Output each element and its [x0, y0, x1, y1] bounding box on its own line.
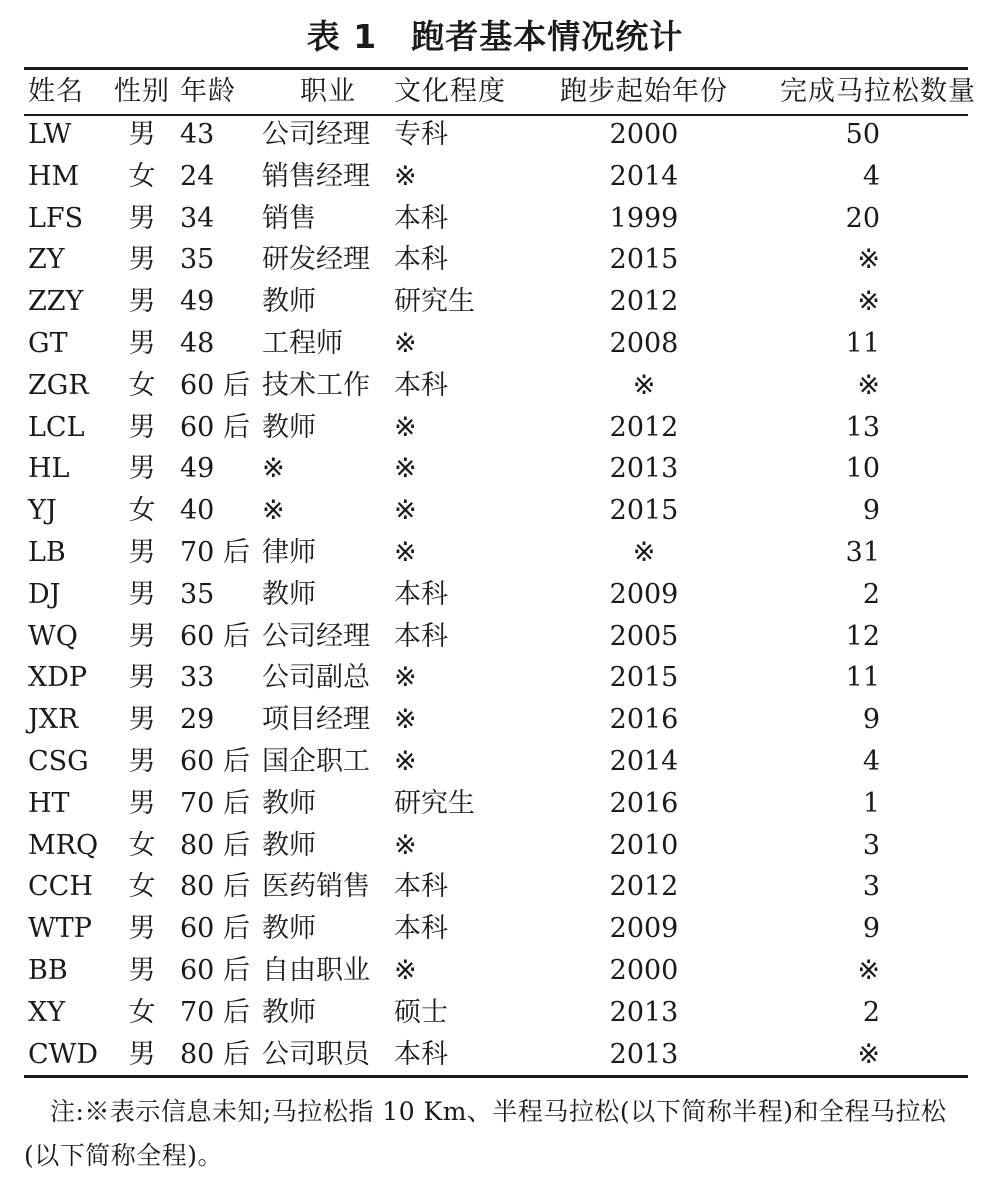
cell-education: ※ [394, 411, 417, 443]
cell-marathon-count: 1 [862, 787, 880, 819]
cell-sex: 男 [128, 453, 156, 485]
cell-education: 本科 [394, 620, 448, 652]
cell-education: 本科 [394, 871, 448, 903]
table-header-row [24, 70, 976, 114]
cell-age: 60 后 [180, 369, 250, 401]
cell-job: 教师 [262, 411, 316, 443]
cell-job: 自由职业 [262, 954, 370, 986]
cell-name: XDP [28, 662, 88, 694]
cell-education: ※ [394, 954, 417, 986]
runner-table [24, 70, 976, 1075]
table-row [24, 365, 976, 407]
cell-start-year: 2012 [609, 871, 679, 903]
cell-name: YJ [28, 495, 57, 527]
table-row [24, 448, 976, 490]
cell-job: 教师 [262, 829, 316, 861]
cell-start-year: 2013 [609, 453, 679, 485]
cell-education: 本科 [394, 202, 448, 234]
cell-sex: 男 [128, 620, 156, 652]
cell-name: CCH [28, 871, 93, 903]
cell-marathon-count: 10 [845, 453, 880, 485]
cell-sex: 男 [128, 327, 156, 359]
cell-age: 49 [180, 286, 215, 318]
table-title [0, 12, 990, 62]
table-row [24, 114, 976, 156]
cell-sex: 女 [128, 996, 156, 1028]
header-education: 文化程度 [394, 76, 506, 107]
cell-age: 60 后 [180, 411, 250, 443]
header-age: 年龄 [180, 76, 236, 107]
cell-start-year: 2009 [609, 913, 679, 945]
cell-education: 本科 [394, 913, 448, 945]
cell-marathon-count: 4 [862, 745, 880, 777]
cell-age: 43 [180, 119, 215, 150]
table-row [24, 407, 976, 449]
cell-job: 教师 [262, 286, 316, 318]
cell-education: 专科 [394, 119, 448, 150]
table-row [24, 281, 976, 323]
cell-start-year: 2005 [609, 620, 679, 652]
cell-job: 教师 [262, 578, 316, 610]
cell-sex: 男 [128, 536, 156, 568]
table-row [24, 992, 976, 1034]
cell-age: 24 [180, 160, 215, 192]
cell-job: 公司经理 [262, 119, 370, 150]
cell-start-year: 1999 [609, 202, 679, 234]
cell-sex: 男 [128, 578, 156, 610]
cell-job: ※ [262, 495, 285, 527]
cell-age: 70 后 [180, 996, 250, 1028]
table-row [24, 741, 976, 783]
cell-marathon-count: 2 [862, 578, 880, 610]
cell-start-year: 2009 [609, 578, 679, 610]
cell-start-year: 2015 [609, 495, 679, 527]
cell-sex: 男 [128, 202, 156, 234]
cell-marathon-count: 50 [845, 119, 880, 150]
cell-age: 29 [180, 704, 215, 736]
cell-age: 40 [180, 495, 215, 527]
table-row [24, 532, 976, 574]
cell-sex: 男 [128, 954, 156, 986]
table-row [24, 825, 976, 867]
cell-age: 70 后 [180, 536, 250, 568]
cell-marathon-count: ※ [857, 954, 880, 986]
cell-sex: 男 [128, 1038, 156, 1070]
cell-education: 研究生 [394, 787, 475, 819]
cell-marathon-count: 9 [862, 913, 880, 945]
cell-sex: 女 [128, 871, 156, 903]
cell-age: 70 后 [180, 787, 250, 819]
cell-education: ※ [394, 704, 417, 736]
cell-sex: 男 [128, 244, 156, 276]
cell-age: 80 后 [180, 871, 250, 903]
cell-education: ※ [394, 453, 417, 485]
cell-name: WQ [28, 620, 78, 652]
header-job: 职业 [300, 76, 356, 107]
table-note: 注:※表示信息未知;马拉松指 10 Km、半程马拉松(以下简称半程)和全程马拉松(以下简称全程)。 [24, 1097, 947, 1170]
table-row [24, 1034, 976, 1076]
cell-name: LW [28, 119, 72, 150]
table-row [24, 866, 976, 908]
cell-education: ※ [394, 745, 417, 777]
cell-start-year: 2013 [609, 996, 679, 1028]
cell-start-year: 2016 [609, 704, 679, 736]
cell-start-year: 2014 [609, 745, 679, 777]
cell-job: 销售经理 [262, 160, 370, 192]
table-row [24, 699, 976, 741]
cell-marathon-count: 31 [845, 536, 880, 568]
cell-name: ZY [28, 244, 65, 276]
cell-age: 80 后 [180, 1038, 250, 1070]
cell-sex: 女 [128, 369, 156, 401]
cell-education: 研究生 [394, 286, 475, 318]
table-row [24, 156, 976, 198]
cell-age: 60 后 [180, 913, 250, 945]
cell-age: 48 [180, 327, 215, 359]
cell-job: 医药销售 [262, 871, 370, 903]
cell-job: 教师 [262, 787, 316, 819]
cell-education: ※ [394, 662, 417, 694]
cell-start-year: ※ [632, 369, 656, 401]
cell-marathon-count: 4 [862, 160, 880, 192]
cell-sex: 女 [128, 829, 156, 861]
bottom-rule [24, 1075, 968, 1078]
cell-marathon-count: ※ [857, 1038, 880, 1070]
cell-sex: 男 [128, 411, 156, 443]
cell-marathon-count: 3 [862, 829, 880, 861]
cell-job: 公司职员 [262, 1038, 370, 1070]
cell-education: 本科 [394, 369, 448, 401]
cell-name: CSG [28, 745, 89, 777]
cell-marathon-count: 11 [845, 327, 880, 359]
cell-marathon-count: 12 [845, 620, 880, 652]
cell-name: LFS [28, 202, 84, 234]
cell-sex: 女 [128, 160, 156, 192]
cell-start-year: 2012 [609, 286, 679, 318]
cell-education: ※ [394, 536, 417, 568]
header-sex: 性别 [114, 76, 170, 107]
cell-age: 60 后 [180, 620, 250, 652]
cell-job: 研发经理 [262, 244, 370, 276]
cell-job: 国企职工 [262, 745, 370, 777]
cell-name: ZZY [28, 286, 84, 318]
cell-sex: 男 [128, 913, 156, 945]
cell-sex: 男 [128, 662, 156, 694]
cell-name: XY [28, 996, 66, 1028]
cell-start-year: 2016 [609, 787, 679, 819]
cell-name: JXR [28, 704, 79, 736]
table-row [24, 950, 976, 992]
table-row [24, 908, 976, 950]
cell-job: 技术工作 [262, 369, 370, 401]
cell-start-year: 2000 [609, 119, 679, 150]
cell-marathon-count: ※ [857, 244, 880, 276]
cell-start-year: 2015 [609, 662, 679, 694]
cell-age: 33 [180, 662, 215, 694]
cell-marathon-count: 2 [862, 996, 880, 1028]
cell-education: ※ [394, 160, 417, 192]
cell-education: ※ [394, 327, 417, 359]
cell-name: CWD [28, 1038, 99, 1070]
cell-age: 35 [180, 244, 215, 276]
cell-job: 项目经理 [262, 704, 370, 736]
cell-marathon-count: 3 [862, 871, 880, 903]
table-number: 表 1 [306, 17, 378, 56]
cell-start-year: 2010 [609, 829, 679, 861]
cell-job: 律师 [262, 536, 316, 568]
cell-start-year: ※ [632, 536, 656, 568]
cell-marathon-count: 13 [845, 411, 880, 443]
cell-job: 公司副总 [262, 662, 370, 694]
cell-name: ZGR [28, 369, 89, 401]
table-row [24, 239, 976, 281]
cell-start-year: 2000 [609, 954, 679, 986]
cell-name: GT [28, 327, 68, 359]
cell-name: HM [28, 160, 80, 192]
cell-marathon-count: ※ [857, 369, 880, 401]
cell-name: WTP [28, 913, 92, 945]
cell-marathon-count: 20 [845, 202, 880, 234]
cell-start-year: 2008 [609, 327, 679, 359]
cell-name: HT [28, 787, 70, 819]
cell-marathon-count: ※ [857, 286, 880, 318]
cell-job: 教师 [262, 996, 316, 1028]
cell-education: 本科 [394, 1038, 448, 1070]
table-row [24, 198, 976, 240]
cell-sex: 男 [128, 119, 156, 150]
cell-age: 49 [180, 453, 215, 485]
cell-name: MRQ [28, 829, 99, 861]
table-row [24, 574, 976, 616]
cell-name: LB [28, 536, 66, 568]
cell-start-year: 2014 [609, 160, 679, 192]
cell-age: 60 后 [180, 745, 250, 777]
cell-education: 本科 [394, 578, 448, 610]
cell-education: ※ [394, 829, 417, 861]
cell-age: 34 [180, 202, 215, 234]
header-marathon-count: 完成马拉松数量 [780, 76, 976, 107]
cell-age: 80 后 [180, 829, 250, 861]
cell-name: DJ [28, 578, 61, 610]
cell-age: 60 后 [180, 954, 250, 986]
cell-sex: 男 [128, 787, 156, 819]
table-title-text: 跑者基本情况统计 [411, 17, 684, 56]
cell-start-year: 2013 [609, 1038, 679, 1070]
cell-start-year: 2012 [609, 411, 679, 443]
cell-sex: 女 [128, 495, 156, 527]
cell-education: 本科 [394, 244, 448, 276]
cell-age: 35 [180, 578, 215, 610]
table-row [24, 783, 976, 825]
cell-job: 工程师 [262, 327, 343, 359]
cell-name: LCL [28, 411, 85, 443]
table-row [24, 323, 976, 365]
cell-marathon-count: 9 [862, 495, 880, 527]
cell-job: 公司经理 [262, 620, 370, 652]
cell-job: ※ [262, 453, 285, 485]
cell-education: 硕士 [394, 996, 448, 1028]
header-start-year: 跑步起始年份 [560, 76, 728, 107]
header-name: 姓名 [28, 76, 84, 107]
cell-marathon-count: 9 [862, 704, 880, 736]
table-row [24, 490, 976, 532]
cell-start-year: 2015 [609, 244, 679, 276]
cell-sex: 男 [128, 286, 156, 318]
table-row [24, 616, 976, 658]
cell-sex: 男 [128, 704, 156, 736]
cell-job: 销售 [262, 202, 316, 234]
cell-name: BB [28, 954, 68, 986]
cell-marathon-count: 11 [845, 662, 880, 694]
cell-education: ※ [394, 495, 417, 527]
cell-sex: 男 [128, 745, 156, 777]
cell-name: HL [28, 453, 70, 485]
table-row [24, 657, 976, 699]
cell-job: 教师 [262, 913, 316, 945]
table-body [24, 114, 976, 1075]
